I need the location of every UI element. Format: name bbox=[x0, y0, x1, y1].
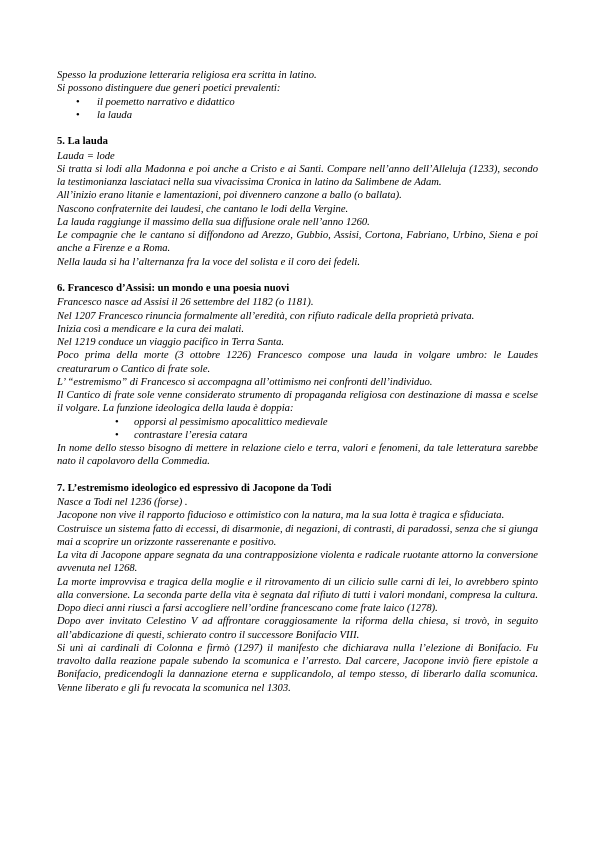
section6-bullet-list bbox=[57, 416, 538, 443]
intro-line: Spesso la produzione letteraria religiosa era scritta in latino. bbox=[57, 70, 317, 81]
paragraph: Jacopone non vive il rapporto fiducioso e ottimistico con la natura, ma la sua lotta è tragica e sfiduciata. bbox=[57, 510, 505, 522]
paragraph: Poco prima della morte (3 ottobre 1226) Francesco compose una lauda in volgare umbro: le Laudes creaturarum o Cantico di frate sole. bbox=[57, 350, 538, 375]
paragraph: Si unì ai cardinali di Colonna e firmò (1297) il manifesto che dichiarava nulla l’elezione di Bonifacio. Fu travolto dalla reazione papale subendo la scomunica e l’arresto. Dal carcere, Jacopone inviò fiere epistole a Bonifacio, predicendogli la dannazione eterna e supplicandolo, al tempo stesso, di liberarlo dalla scomunica. Venne liberato e gli fu revocata la scomunica nel 1303. bbox=[57, 642, 538, 694]
paragraph: Nasce a Todi nel 1236 (forse) . bbox=[57, 497, 188, 508]
document-page bbox=[57, 69, 538, 695]
section-heading: 5. La lauda bbox=[57, 136, 108, 147]
bullet-dot-icon: • bbox=[115, 416, 119, 428]
paragraph: All’inizio erano litanie e lamentazioni, poi divennero canzone a ballo (o ballata). bbox=[57, 190, 402, 202]
paragraph: Lauda = lode bbox=[57, 150, 115, 162]
list-item bbox=[57, 429, 538, 442]
paragraph: In nome dello stesso bisogno di mettere in relazione cielo e terra, valori e fenomeni, da tale letteratura sarebbe nato il capolavoro della Commedia. bbox=[57, 443, 538, 468]
paragraph: Nel 1207 Francesco rinuncia formalmente all’eredità, con rifiuto radicale della proprietà privata. bbox=[57, 310, 475, 322]
paragraph: La vita di Jacopone appare segnata da una contrapposizione violenta e radicale ruotante attorno la conversione avvenuta nel 1268. bbox=[57, 550, 538, 575]
paragraph: La morte improvvisa e tragica della moglie e il ritrovamento di un cilicio sulle carni di lei, lo avrebbero spinto alla conversione. La seconda parte della vita è segnata dal rifiuto di tutti i valori mondani, compresa la cultura. Dopo dieci anni riuscì a farsi accogliere nell’ordine francescano come frate laico (1278). bbox=[57, 576, 538, 614]
paragraph: L’ “estremismo” di Francesco si accompagna all’ottimismo nei confronti dell’individuo. bbox=[57, 376, 433, 388]
list-item-text: contrastare l’eresia catara bbox=[134, 429, 248, 441]
list-item bbox=[57, 109, 538, 122]
section-heading: 6. Francesco d’Assisi: un mondo e una poesia nuovi bbox=[57, 282, 290, 294]
bullet-dot-icon: • bbox=[76, 109, 80, 121]
paragraph: Il Cantico di frate sole venne considerato strumento di propaganda religiosa con destinazione di massa e scelse il volgare. La funzione ideologica della lauda è doppia: bbox=[57, 390, 538, 415]
list-item-text: opporsi al pessimismo apocalittico medievale bbox=[134, 416, 328, 428]
list-item bbox=[57, 96, 538, 109]
paragraph: Nascono confraternite dei laudesi, che cantano le lodi della Vergine. bbox=[57, 203, 349, 215]
paragraph: Inizia così a mendicare e la cura dei malati. bbox=[57, 323, 245, 335]
section-heading: 7. L’estremismo ideologico ed espressivo di Jacopone da Todi bbox=[57, 482, 332, 494]
paragraph: Costruisce un sistema fatto di eccessi, di disarmonie, di negazioni, di contrasti, di paradossi, senza che si giunga mai a scoprire un orizzonte rasserenante e positivo. bbox=[57, 523, 538, 548]
intro-line: Si possono distinguere due generi poetici prevalenti: bbox=[57, 83, 281, 95]
paragraph: Francesco nasce ad Assisi il 26 settembre del 1182 (o 1181). bbox=[57, 297, 314, 309]
paragraph: La lauda raggiunge il massimo della sua diffusione orale nell’anno 1260. bbox=[57, 216, 370, 228]
paragraph: Le compagnie che le cantano si diffondono ad Arezzo, Gubbio, Assisi, Cortona, Fabriano, Urbino, Siena e poi anche a Firenze e a Roma. bbox=[57, 230, 538, 255]
intro-bullet-list bbox=[57, 96, 538, 123]
paragraph: Nel 1219 conduce un viaggio pacifico in Terra Santa. bbox=[57, 337, 285, 348]
list-item bbox=[57, 416, 538, 429]
paragraph: Nella lauda si ha l’alternanza fra la voce del solista e il coro dei fedeli. bbox=[57, 256, 360, 268]
paragraph: Dopo aver invitato Celestino V ad affrontare coraggiosamente la riforma della chiesa, si trovò, in seguito all’abdicazione di questi, schierato contro il successore Bonifacio VIII. bbox=[57, 616, 538, 641]
bullet-dot-icon: • bbox=[76, 96, 80, 108]
list-item-text: il poemetto narrativo e didattico bbox=[97, 96, 235, 108]
list-item-text: la lauda bbox=[97, 109, 133, 121]
bullet-dot-icon: • bbox=[115, 429, 119, 441]
paragraph: Si tratta si lodi alla Madonna e poi anche a Cristo e ai Santi. Compare nell’anno dell’Alleluja (1233), secondo la testimonianza lasciataci nella sua vivacissima Cronica in latino da Salimbene de Adam. bbox=[57, 163, 538, 188]
